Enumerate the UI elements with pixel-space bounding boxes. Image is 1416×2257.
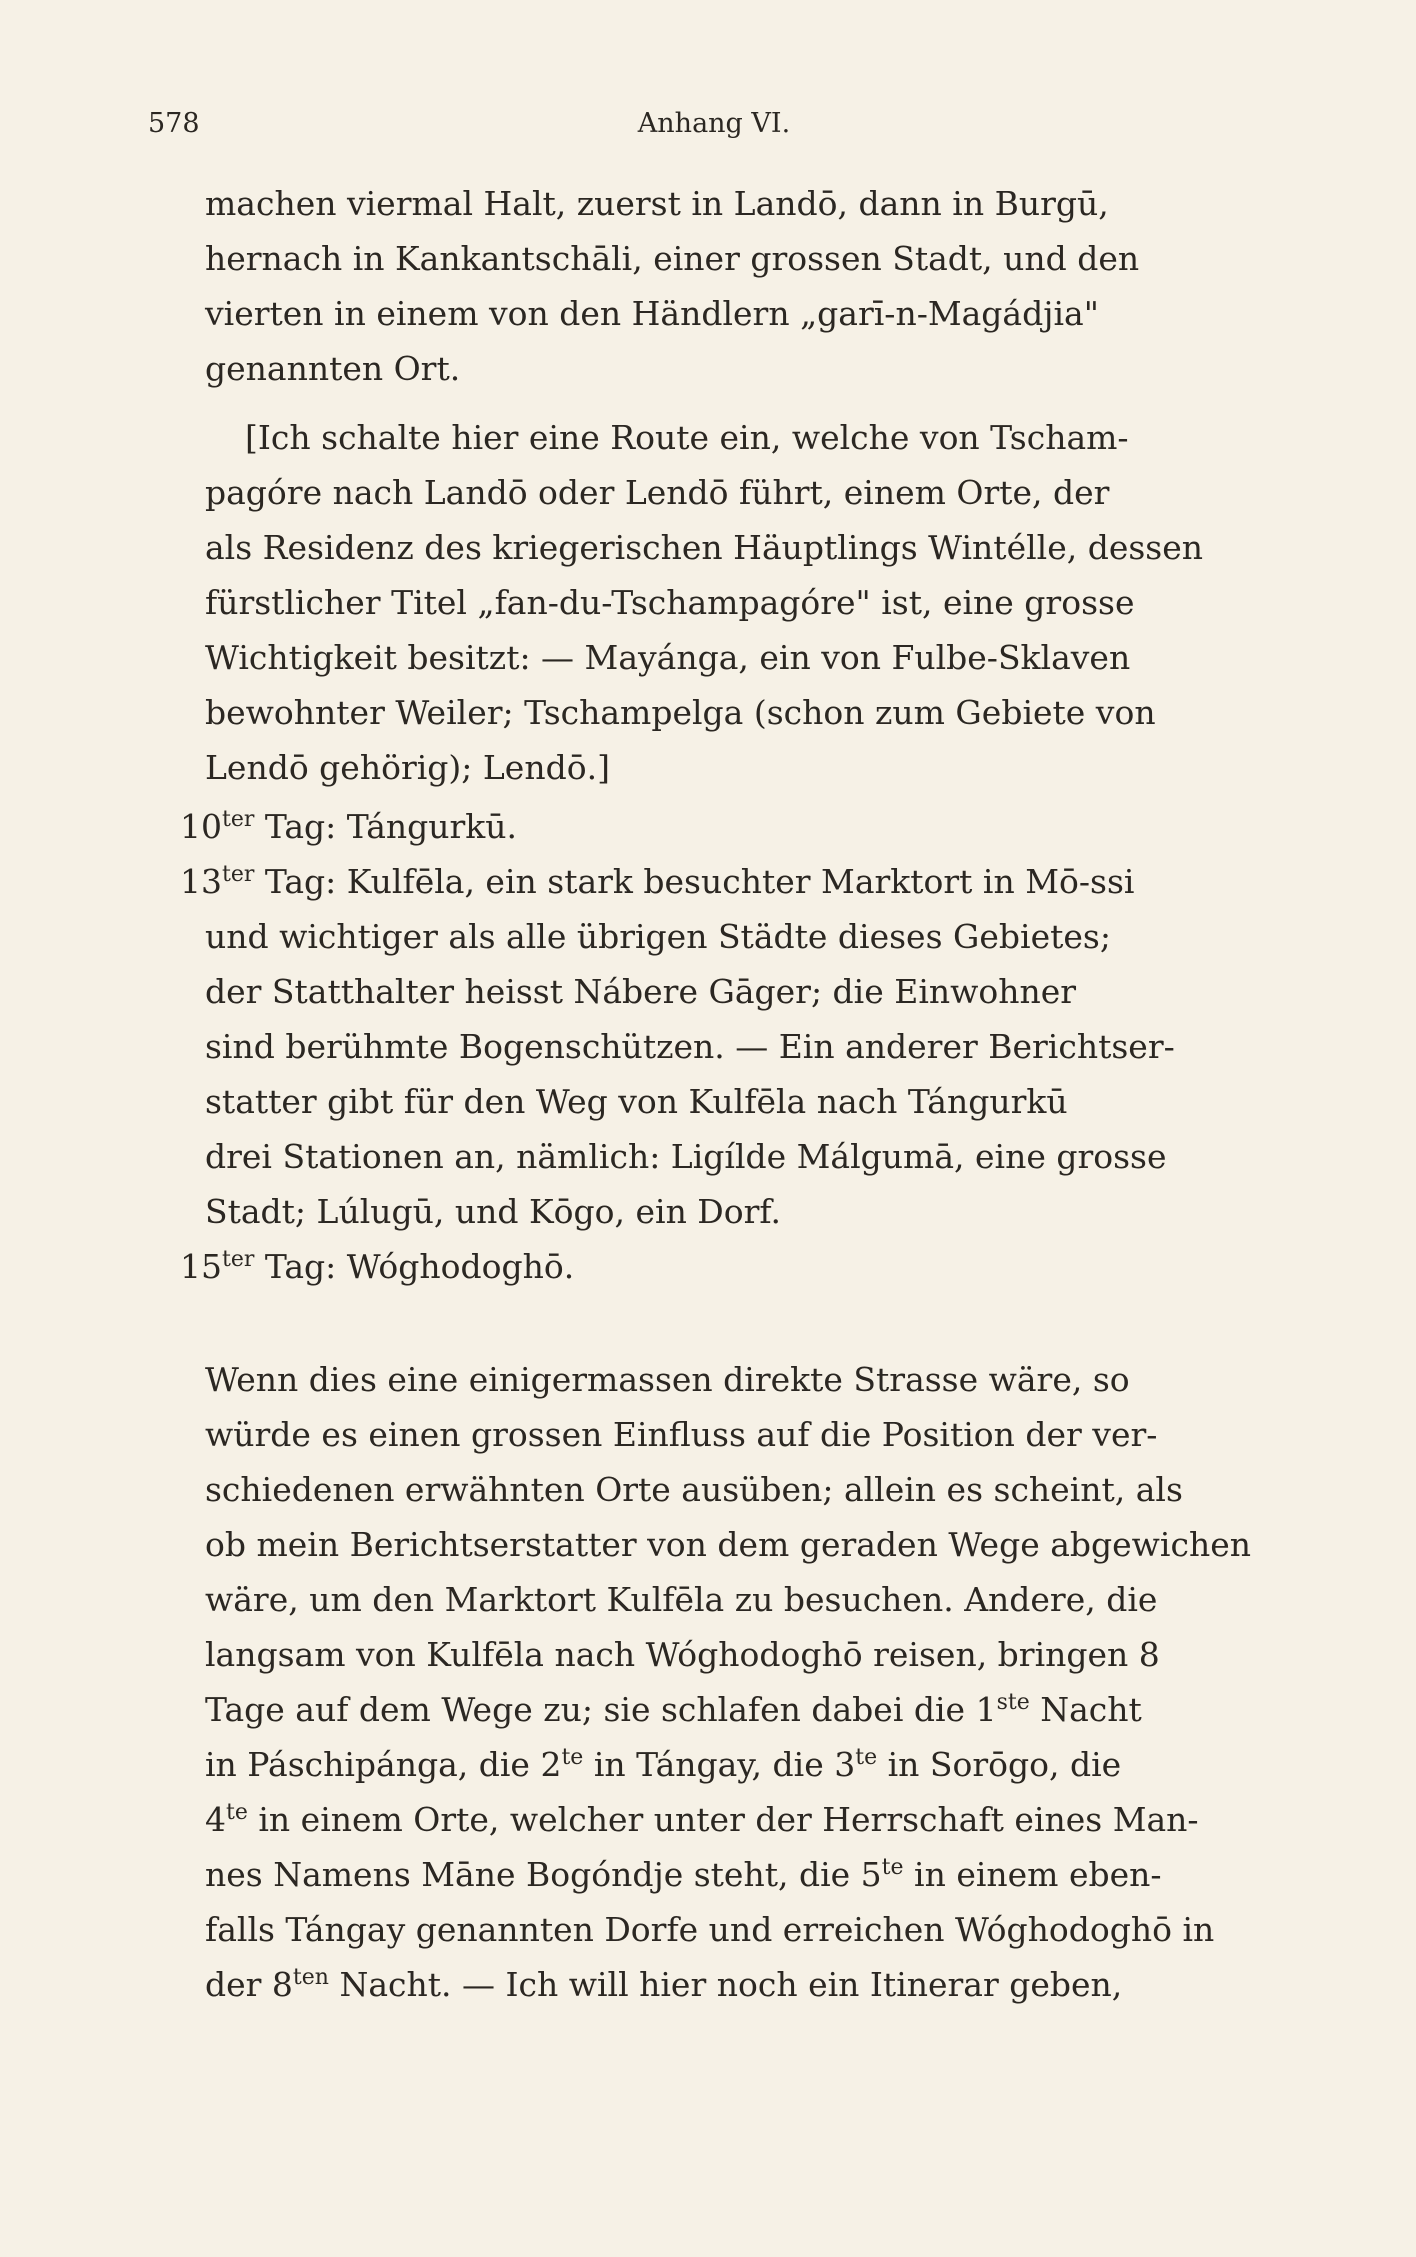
- text-line: [205, 1737, 1280, 1792]
- running-head: [148, 108, 1280, 148]
- text-span: in Sorōgo, die: [877, 1745, 1122, 1784]
- text-span: Tage auf dem Wege zu; sie schlafen dabei die 1: [205, 1690, 997, 1729]
- text-span: 4: [205, 1800, 226, 1839]
- body-text: [180, 176, 1280, 2012]
- day-number: 13: [180, 862, 222, 901]
- day-text: Tag: Kulfēla, ein stark besuchter Marktort in Mō-ssi: [264, 862, 1135, 901]
- text-span: in einem eben-: [903, 1855, 1162, 1894]
- text-line: Wichtigkeit besitzt: — Mayánga, ein von Fulbe-Sklaven: [205, 638, 1131, 677]
- text-line: ob mein Berichtserstatter von dem geraden Wege abgewichen: [205, 1525, 1251, 1564]
- ordinal-suffix: te: [226, 1800, 248, 1825]
- ordinal-suffix: te: [881, 1855, 904, 1880]
- chapter-title: Anhang VI.: [637, 108, 791, 139]
- ordinal-suffix: ste: [996, 1690, 1030, 1715]
- ordinal-suffix: te: [561, 1745, 584, 1770]
- text-line: drei Stationen an, nämlich: Ligílde Málgumā, eine grosse: [205, 1137, 1167, 1176]
- text-line: Wenn dies eine einigermassen direkte Strasse wäre, so: [205, 1360, 1130, 1399]
- text-line: sind berühmte Bogenschützen. — Ein anderer Berichtser-: [205, 1027, 1175, 1066]
- text-line: vierten in einem von den Händlern „garī-n-Magádjia": [205, 294, 1099, 333]
- ordinal-suffix: ten: [292, 1965, 329, 1990]
- day-ordinal: ter: [222, 807, 255, 832]
- text-line: pagóre nach Landō oder Lendō führt, einem Orte, der: [205, 473, 1110, 512]
- text-line: [205, 1957, 1280, 2012]
- text-line: statter gibt für den Weg von Kulfēla nach Tángurkū: [205, 1082, 1068, 1121]
- text-line: [Ich schalte hier eine Route ein, welche von Tscham-: [245, 418, 1129, 457]
- day-text: Tag: Tángurkū.: [264, 807, 518, 846]
- text-line: [180, 799, 1280, 854]
- paragraph-main: [205, 1352, 1280, 2012]
- text-span: der 8: [205, 1965, 293, 2004]
- day-number: 10: [180, 807, 222, 846]
- itinerary-day-15: [180, 1239, 1280, 1294]
- text-line: schiedenen erwähnten Orte ausüben; allein es scheint, als: [205, 1470, 1183, 1509]
- text-line: [205, 1792, 1280, 1847]
- text-line: [205, 1682, 1280, 1737]
- text-span: in Páschipánga, die 2: [205, 1745, 562, 1784]
- text-line: machen viermal Halt, zuerst in Landō, dann in Burgū,: [205, 184, 1109, 223]
- itinerary-day-10: [180, 799, 1280, 854]
- day-text: Tag: Wóghodoghō.: [264, 1247, 575, 1286]
- text-line: Stadt; Lúlugū, und Kōgo, ein Dorf.: [205, 1192, 781, 1231]
- text-span: Nacht. — Ich will hier noch ein Itinerar geben,: [328, 1965, 1123, 2004]
- paragraph-intro: [205, 176, 1280, 396]
- day-number: 15: [180, 1247, 222, 1286]
- text-line: [180, 1239, 1280, 1294]
- text-line: und wichtiger als alle übrigen Städte dieses Gebietes;: [205, 917, 1111, 956]
- paragraph-route-insert: [205, 410, 1280, 795]
- ordinal-suffix: te: [855, 1745, 878, 1770]
- itinerary-day-13: [180, 854, 1280, 1239]
- day-ordinal: ter: [222, 1247, 255, 1272]
- text-line: bewohnter Weiler; Tschampelga (schon zum Gebiete von: [205, 693, 1156, 732]
- text-line: als Residenz des kriegerischen Häuptlings Wintélle, dessen: [205, 528, 1204, 567]
- text-line: langsam von Kulfēla nach Wóghodoghō reisen, bringen 8: [205, 1635, 1160, 1674]
- page-number: 578: [148, 108, 200, 139]
- text-line: fürstlicher Titel „fan-du-Tschampagóre" ist, eine grosse: [205, 583, 1135, 622]
- text-span: in Tángay, die 3: [583, 1745, 856, 1784]
- text-line: hernach in Kankantschāli, einer grossen Stadt, und den: [205, 239, 1140, 278]
- itinerary-days: [180, 799, 1280, 1294]
- text-line: würde es einen grossen Einfluss auf die Position der ver-: [205, 1415, 1158, 1454]
- text-line: wäre, um den Marktort Kulfēla zu besuchen. Andere, die: [205, 1580, 1158, 1619]
- text-line: der Statthalter heisst Nábere Gāger; die Einwohner: [205, 972, 1077, 1011]
- text-line: falls Tángay genannten Dorfe und erreichen Wóghodoghō in: [205, 1910, 1215, 1949]
- text-span: nes Namens Māne Bogóndje steht, die 5: [205, 1855, 882, 1894]
- text-line: Lendō gehörig); Lendō.]: [205, 748, 610, 787]
- text-span: in einem Orte, welcher unter der Herrschaft eines Man-: [247, 1800, 1199, 1839]
- day-ordinal: ter: [222, 862, 255, 887]
- text-span: Nacht: [1029, 1690, 1142, 1729]
- text-line: [180, 854, 1280, 909]
- text-line: genannten Ort.: [205, 349, 461, 388]
- text-line: [205, 1847, 1280, 1902]
